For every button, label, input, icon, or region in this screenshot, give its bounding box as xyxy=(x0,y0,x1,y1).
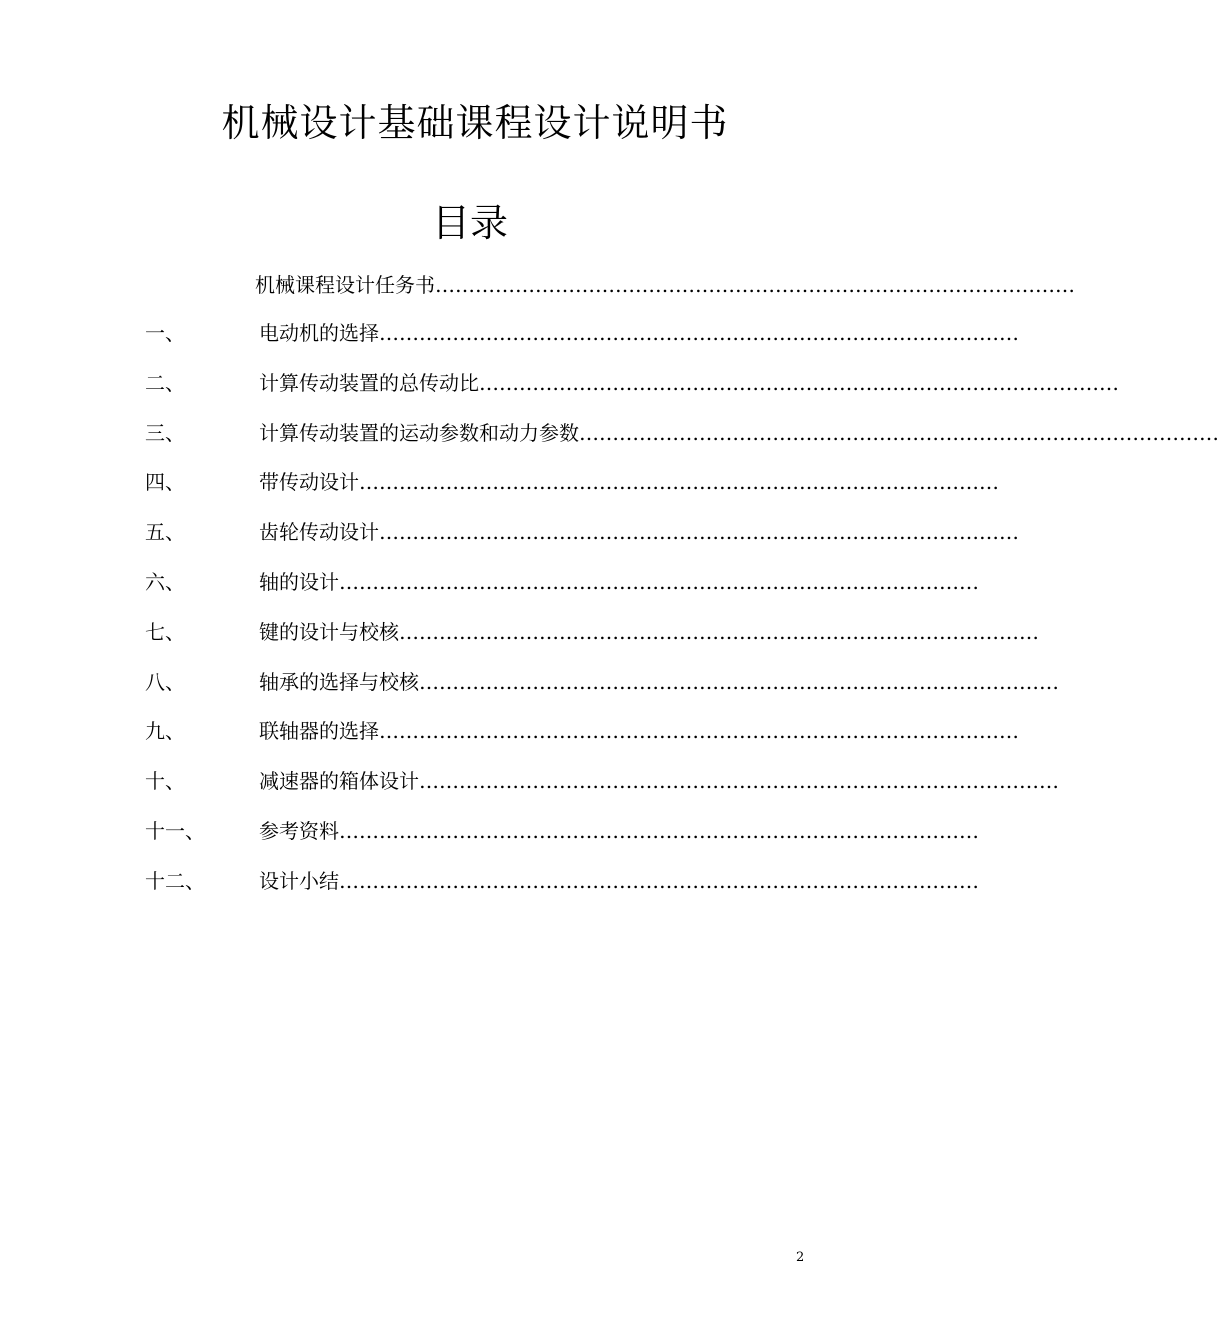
document-title: 机械设计基础课程设计说明书 xyxy=(221,101,729,145)
toc-item-number: 八、 xyxy=(145,669,185,694)
toc-item xyxy=(145,467,999,517)
toc-item xyxy=(145,816,979,866)
toc-item-number: 三、 xyxy=(145,420,185,445)
toc-item-entry xyxy=(259,517,1019,547)
toc-item-label: 计算传动装置的总传动比 xyxy=(259,370,479,395)
toc-item xyxy=(145,567,979,617)
toc-item-number: 四、 xyxy=(145,470,185,495)
toc-item xyxy=(145,716,1019,766)
toc-item-number: 二、 xyxy=(145,370,185,395)
toc-item-entry xyxy=(259,667,1059,697)
toc-item-number: 十一、 xyxy=(145,818,205,843)
toc-item-number: 九、 xyxy=(145,719,185,744)
toc-leader: …………………………………………………………………………………… xyxy=(379,321,1019,345)
toc-item-entry xyxy=(259,368,1119,398)
toc-item-entry xyxy=(259,318,1019,348)
toc-list xyxy=(145,318,1219,916)
toc-item-label: 齿轮传动设计 xyxy=(259,520,379,545)
toc-item-number: 十、 xyxy=(145,769,185,794)
toc-leader: …………………………………………………………………………………… xyxy=(379,520,1019,545)
toc-item-label: 电动机的选择 xyxy=(259,321,379,345)
toc-item-number: 十二、 xyxy=(145,868,205,893)
toc-intro-entry xyxy=(255,270,1075,300)
toc-item-label: 键的设计与校核 xyxy=(259,619,399,644)
toc-item-number: 五、 xyxy=(145,520,185,545)
toc-item xyxy=(145,318,1019,368)
toc-item-entry xyxy=(259,617,1039,647)
toc-leader: …………………………………………………………………………………… xyxy=(399,619,1039,644)
toc-item xyxy=(145,517,1019,567)
toc-leader: …………………………………………………………………………………… xyxy=(359,470,999,495)
toc-item xyxy=(145,667,1059,717)
toc-item-label: 减速器的箱体设计 xyxy=(259,769,419,794)
toc-item-label: 联轴器的选择 xyxy=(259,719,379,744)
toc-item-entry xyxy=(259,418,1219,448)
page-number: 2 xyxy=(796,1250,805,1265)
toc-item-label: 设计小结 xyxy=(259,868,339,893)
toc-leader: …………………………………………………………………………………… xyxy=(339,818,979,843)
toc-leader: …………………………………………………………………………………… xyxy=(339,868,979,893)
toc-item-label: 轴承的选择与校核 xyxy=(259,669,419,694)
toc-heading: 目录 xyxy=(431,201,508,245)
toc-item-label: 带传动设计 xyxy=(259,470,359,495)
toc-item xyxy=(145,866,979,916)
toc-item xyxy=(145,368,1119,418)
toc-item xyxy=(145,418,1219,468)
toc-item-label: 轴的设计 xyxy=(259,569,339,594)
toc-item-entry xyxy=(259,467,999,497)
toc-leader: …………………………………………………………………………………… xyxy=(419,769,1059,794)
toc-leader: …………………………………………………………………………………… xyxy=(479,370,1119,395)
toc-item-number: 六、 xyxy=(145,569,185,594)
toc-item-entry xyxy=(259,766,1059,796)
toc-leader: …………………………………………………………………………………… xyxy=(339,569,979,594)
toc-item-number: 一、 xyxy=(145,321,185,345)
toc-item-label: 参考资料 xyxy=(259,818,339,843)
toc-leader: …………………………………………………………………………………… xyxy=(435,273,1075,297)
toc-item-entry xyxy=(259,866,979,896)
toc-item-number: 七、 xyxy=(145,619,185,644)
toc-item-entry xyxy=(259,567,979,597)
toc-leader: …………………………………………………………………………………… xyxy=(419,669,1059,694)
toc-item xyxy=(145,617,1039,667)
toc-item xyxy=(145,766,1059,816)
toc-item-label: 计算传动装置的运动参数和动力参数 xyxy=(259,420,579,445)
toc-item-entry xyxy=(259,716,1019,746)
toc-item-entry xyxy=(259,816,979,846)
toc-leader: …………………………………………………………………………………… xyxy=(579,420,1219,445)
toc-intro-label: 机械课程设计任务书 xyxy=(255,273,435,297)
toc-leader: …………………………………………………………………………………… xyxy=(379,719,1019,744)
